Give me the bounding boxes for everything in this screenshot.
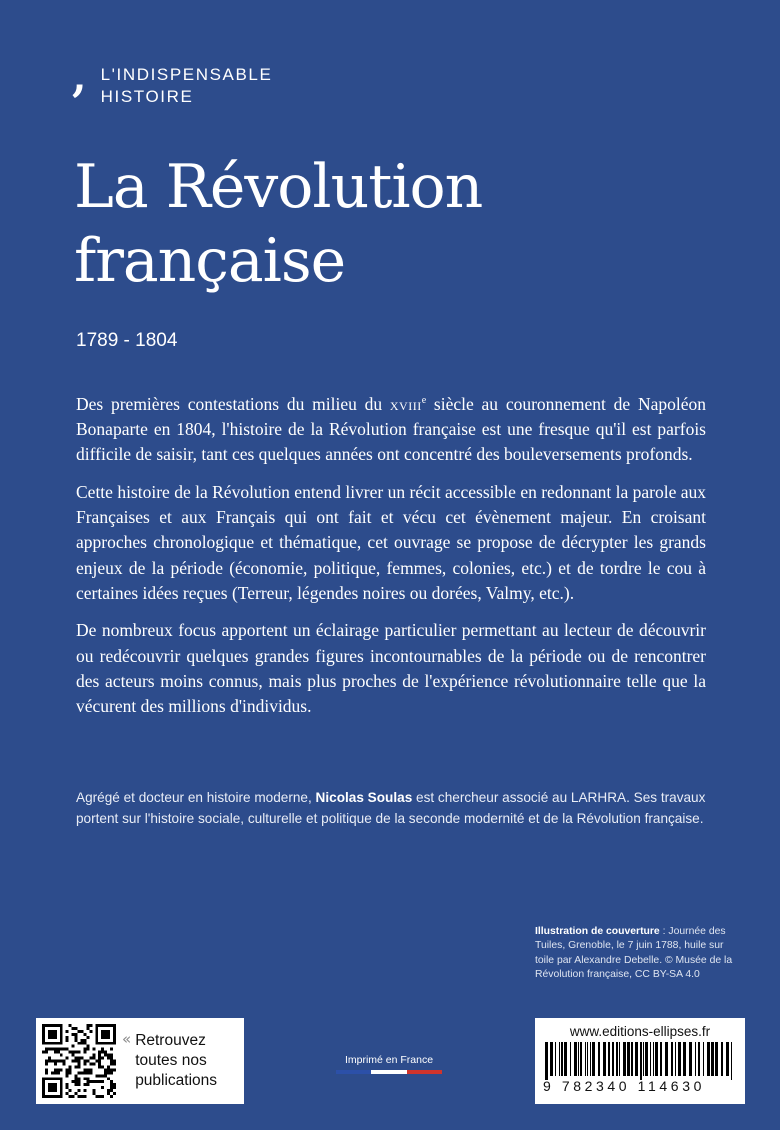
series-name bbox=[101, 64, 273, 108]
flag-band-white bbox=[371, 1070, 406, 1074]
blurb-paragraph-1 bbox=[76, 388, 706, 468]
book-title bbox=[74, 150, 482, 298]
credit-label: Illustration de couverture bbox=[535, 926, 660, 937]
book-title-line-1: La Révolution bbox=[74, 152, 483, 222]
french-flag-icon bbox=[336, 1070, 442, 1074]
series-line-2: HISTOIRE bbox=[100, 87, 194, 106]
printed-in-france bbox=[336, 1054, 442, 1074]
blurb-p1-start: Des premières contestations du milieu du bbox=[76, 393, 390, 414]
author-name: Nicolas Soulas bbox=[315, 790, 413, 805]
blurb-paragraph-3: De nombreux focus apportent un éclairage particulier permettant au lecteur de découvrir ou redécouvrir quelques grandes figures incontournables de la période ou de rencontrer des acteurs moins connus, mais plus proches de l'expérience révolutionnaire telle que la vécurent des millions d'individus. bbox=[76, 620, 706, 717]
century-numeral: xviii bbox=[389, 393, 422, 414]
comma-logo-icon: , bbox=[72, 52, 87, 101]
qr-code-icon[interactable] bbox=[42, 1024, 116, 1098]
blurb-p1-end: siècle au couronnement de Napoléon Bonaparte en 1804, l'histoire de la Révolution française est une fresque qu'il est parfois difficile de saisir, tant ces quelques années ont concentré des bouleversements profonds. bbox=[76, 393, 707, 465]
promo-line-2: toutes nos bbox=[135, 1052, 207, 1069]
series-logo bbox=[72, 52, 273, 108]
flag-band-blue bbox=[336, 1070, 371, 1074]
printed-label: Imprimé en France bbox=[344, 1054, 434, 1066]
publisher-url[interactable]: www.editions-ellipses.fr bbox=[569, 1024, 711, 1039]
book-title-line-2: française bbox=[74, 226, 346, 296]
flag-band-red bbox=[407, 1070, 442, 1074]
period-dates: 1789 - 1804 bbox=[76, 330, 178, 351]
credit-text: : Journée des Tuiles, Grenoble, le 7 juin 1788, huile sur toile par Alexandre Debelle. © Musée de la Révolution française, CC BY-SA 4.0 bbox=[535, 926, 733, 981]
promo-line-1: Retrouvez bbox=[135, 1032, 206, 1049]
century-suffix: e bbox=[421, 395, 427, 406]
series-line-1: L'INDISPENSABLE bbox=[100, 65, 273, 84]
author-bio-end: est chercheur associé au LARHRA. Ses travaux portent sur l'histoire sociale, culturelle et politique de la seconde modernité et de la Révolution française. bbox=[76, 790, 706, 826]
back-cover-blurb bbox=[76, 388, 706, 731]
isbn-digits: 9 782340 114630 bbox=[543, 1078, 705, 1094]
promo-line-3: publications bbox=[135, 1072, 218, 1089]
blurb-paragraph-2: Cette histoire de la Révolution entend livrer un récit accessible en redonnant la parole aux Françaises et aux Français qui ont fait et vécu cet évènement majeur. En croisant approches chronologique et thématique, cet ouvrage se propose de décrypter les grands enjeux de la période (économie, politique, femmes, colonies, etc.) et de tordre le cou à certaines idées reçues (Terreur, légendes noires ou dorées, Valmy, etc.). bbox=[76, 481, 706, 603]
author-bio bbox=[76, 788, 708, 830]
promo-text bbox=[135, 1031, 217, 1091]
publications-promo[interactable] bbox=[36, 1018, 244, 1104]
isbn-barcode-box bbox=[535, 1018, 745, 1104]
double-chevron-icon: « bbox=[122, 1030, 132, 1048]
barcode-icon bbox=[543, 1042, 737, 1080]
author-bio-start: Agrégé et docteur en histoire moderne, bbox=[76, 790, 316, 805]
cover-illustration-credit bbox=[535, 925, 745, 983]
